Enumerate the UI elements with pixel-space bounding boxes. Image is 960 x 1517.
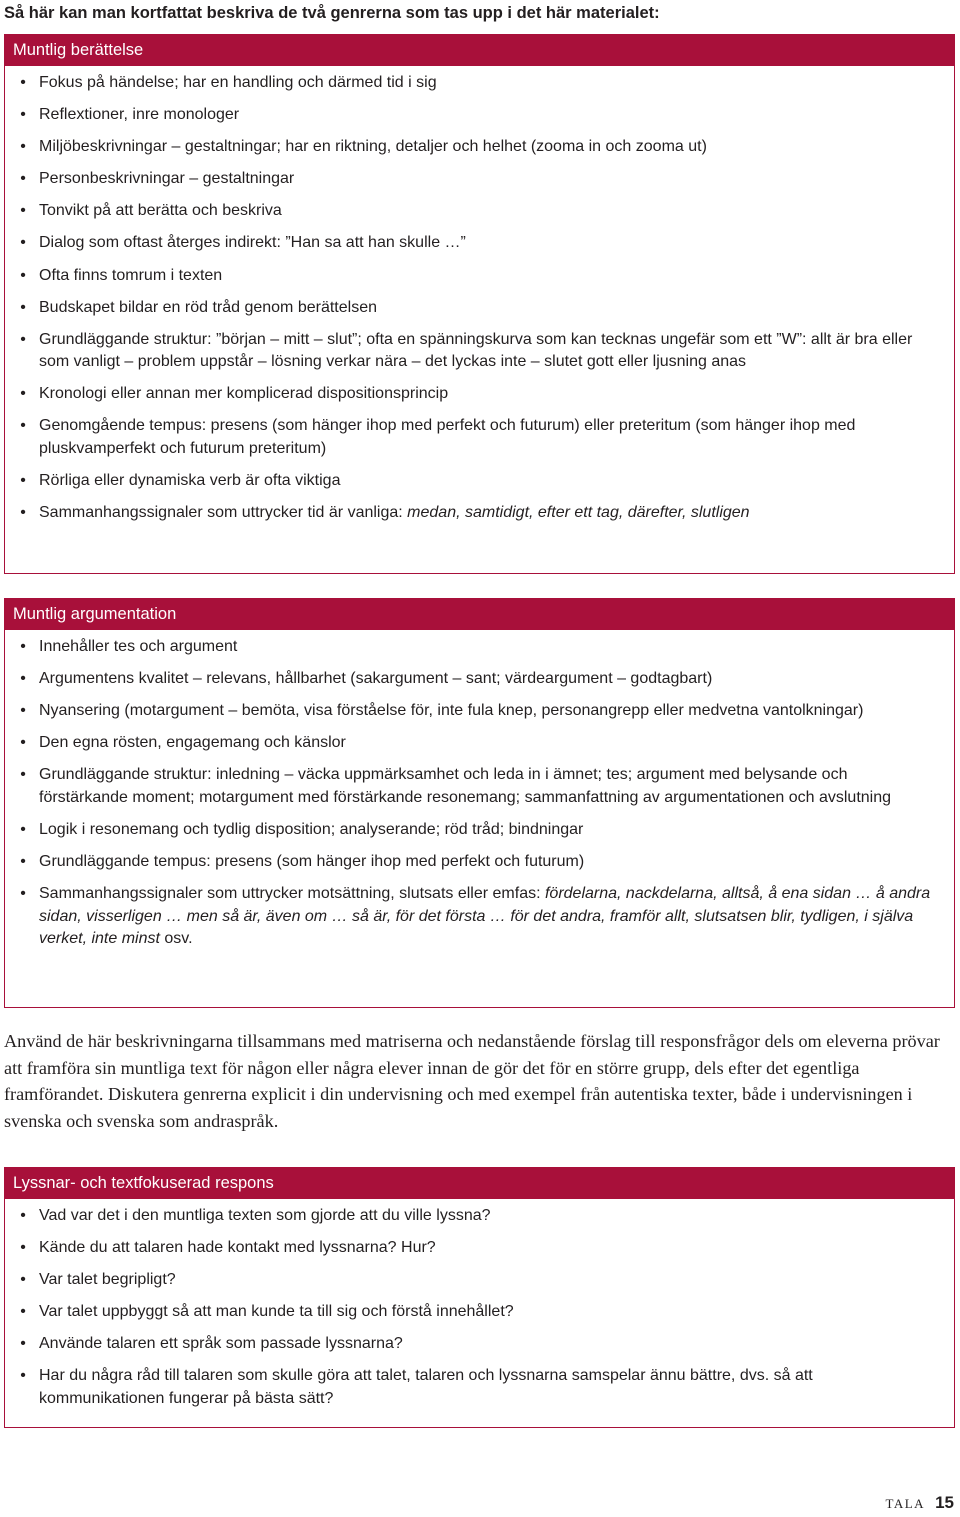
bullet-list bbox=[5, 630, 954, 951]
bullet-icon: • bbox=[20, 170, 26, 188]
section-box-muntlig-berattelse bbox=[4, 34, 955, 574]
list-item-text: Innehåller tes och argument bbox=[39, 638, 238, 655]
list-item-text: Sammanhangssignaler som uttrycker tid är vanliga: bbox=[39, 504, 408, 522]
list-item-text: Reflextioner, inre monologer bbox=[39, 106, 240, 124]
list-item bbox=[20, 1365, 938, 1410]
list-item-text: Kände du att talaren hade kontakt med lyssnarna? Hur? bbox=[39, 1239, 436, 1257]
section-box-respons bbox=[4, 1167, 955, 1428]
list-item bbox=[20, 297, 938, 320]
list-item-text: Var talet uppbyggt så att man kunde ta till sig och förstå innehållet? bbox=[39, 1303, 514, 1321]
list-item bbox=[20, 470, 938, 493]
bullet-icon: • bbox=[20, 766, 26, 784]
list-item-italic-text: medan, samtidigt, efter ett tag, därefter, slutligen bbox=[407, 504, 750, 522]
bullet-icon: • bbox=[20, 702, 26, 720]
bullet-icon: • bbox=[20, 1271, 26, 1289]
bullet-icon: • bbox=[20, 638, 26, 655]
list-item bbox=[20, 502, 938, 525]
list-item-text: Nyansering (motargument – bemöta, visa förståelse för, inte fula knep, personangrepp eller medvetna vantolkningar) bbox=[39, 702, 864, 720]
bullet-icon: • bbox=[20, 106, 26, 124]
list-item bbox=[20, 383, 938, 406]
list-item-text: Fokus på händelse; har en handling och därmed tid i sig bbox=[39, 74, 437, 91]
list-item bbox=[20, 265, 938, 288]
footer-label: TALA bbox=[885, 1496, 926, 1511]
list-item bbox=[20, 764, 938, 809]
list-item bbox=[20, 72, 938, 95]
list-item bbox=[20, 700, 938, 723]
list-item bbox=[20, 819, 938, 842]
list-item-text: Grundläggande tempus: presens (som hänger ihop med perfekt och futurum) bbox=[39, 853, 585, 871]
bullet-icon: • bbox=[20, 670, 26, 688]
list-item bbox=[20, 168, 938, 191]
list-item bbox=[20, 851, 938, 874]
bullet-icon: • bbox=[20, 885, 26, 903]
bullet-icon: • bbox=[20, 1335, 26, 1353]
section-title: Lyssnar- och textfokuserad respons bbox=[5, 1168, 954, 1199]
bullet-icon: • bbox=[20, 330, 26, 348]
list-item bbox=[20, 668, 938, 691]
bullet-list bbox=[5, 66, 954, 525]
bullet-icon: • bbox=[20, 417, 26, 435]
section-title: Muntlig berättelse bbox=[5, 35, 954, 66]
list-item-text: Dialog som oftast återges indirekt: ”Han sa att han skulle …” bbox=[39, 234, 466, 252]
bullet-icon: • bbox=[20, 472, 26, 490]
list-item bbox=[20, 200, 938, 223]
list-item-text: Grundläggande struktur: ”början – mitt – slut”; ofta en spänningskurva som kan tecknas ungefär som ett ”W”: allt är bra eller som vanligt – problem uppstår – lösning verkar nära – det lyckas inte – slutet gott eller ljusning anas bbox=[39, 330, 913, 371]
page-footer bbox=[885, 1493, 954, 1513]
list-item bbox=[20, 1301, 938, 1324]
list-item-text: Grundläggande struktur: inledning – väcka uppmärksamhet och leda in i ämnet; tes; argument med belysande och förstärkande moment; motargument med förstärkande resonemang; sammanfattning av argumentationen och avslutning bbox=[39, 766, 892, 806]
list-item-italic-text: fördelarna, nackdelarna, alltså, å ena sidan … å andra sidan, visserligen … men så är, även om … så är, för det första … för det andra, framför allt, slutsatsen blir, tydligen, i själva verket, inte minst bbox=[39, 885, 931, 948]
bullet-icon: • bbox=[20, 202, 26, 220]
list-item-text: Logik i resonemang och tydlig disposition; analyserande; röd tråd; bindningar bbox=[39, 820, 584, 838]
list-item bbox=[20, 1333, 938, 1356]
list-item-text: Var talet begripligt? bbox=[39, 1271, 176, 1289]
bullet-icon: • bbox=[20, 298, 26, 316]
bullet-icon: • bbox=[20, 266, 26, 284]
list-item-text: Vad var det i den muntliga texten som gjorde att du ville lyssna? bbox=[39, 1207, 491, 1224]
list-item-text: Rörliga eller dynamiska verb är ofta viktiga bbox=[39, 472, 341, 490]
list-item bbox=[20, 1269, 938, 1292]
bullet-icon: • bbox=[20, 734, 26, 752]
list-item-text: Använde talaren ett språk som passade lyssnarna? bbox=[39, 1335, 403, 1353]
page-number: 15 bbox=[935, 1493, 954, 1512]
list-item-text: Sammanhangssignaler som uttrycker motsättning, slutsats eller emfas: bbox=[39, 885, 545, 903]
list-item-text: Har du några råd till talaren som skulle göra att talet, talaren och lyssnarna samspelar ännu bättre, dvs. så att kommunikationen fungerar på bästa sätt? bbox=[39, 1367, 813, 1407]
page-heading: Så här kan man kortfattat beskriva de två genrerna som tas upp i det här materialet: bbox=[4, 4, 660, 22]
section-title: Muntlig argumentation bbox=[5, 599, 954, 630]
list-item bbox=[20, 1205, 938, 1228]
bullet-icon: • bbox=[20, 234, 26, 252]
bullet-icon: • bbox=[20, 385, 26, 403]
list-item bbox=[20, 104, 938, 127]
list-item bbox=[20, 883, 938, 951]
bullet-icon: • bbox=[20, 853, 26, 871]
list-item-text: Genomgående tempus: presens (som hänger ihop med perfekt och futurum) eller preteritum (som hänger ihop med pluskvamperfekt och futurum preteritum) bbox=[39, 417, 856, 457]
list-item-text: Miljöbeskrivningar – gestaltningar; har en riktning, detaljer och helhet (zooma in och zooma ut) bbox=[39, 138, 707, 156]
list-item-text: Personbeskrivningar – gestaltningar bbox=[39, 170, 295, 188]
list-item bbox=[20, 136, 938, 159]
list-item bbox=[20, 329, 938, 374]
bullet-list bbox=[5, 1199, 954, 1410]
list-item-text: Budskapet bildar en röd tråd genom berättelsen bbox=[39, 298, 377, 316]
list-item-text: Tonvikt på att berätta och beskriva bbox=[39, 202, 282, 220]
list-item-text: Den egna rösten, engagemang och känslor bbox=[39, 734, 346, 752]
list-item bbox=[20, 732, 938, 755]
bullet-icon: • bbox=[20, 74, 26, 91]
bullet-icon: • bbox=[20, 1367, 26, 1385]
list-item-text: Argumentens kvalitet – relevans, hållbarhet (sakargument – sant; värdeargument – godtagbart) bbox=[39, 670, 713, 688]
bullet-icon: • bbox=[20, 1239, 26, 1257]
list-item bbox=[20, 636, 938, 659]
body-paragraph: Använd de här beskrivningarna tillsammans med matriserna och nedanstående förslag till responsfrågor dels om eleverna prövar att framföra sin muntliga text för någon eller några elever innan de gör det för en större grupp, dels efter det egentliga framförandet. Diskutera genrerna explicit i din undervisning och med exempel från autentiska texter, både i undervisningen i svenska och svenska som andraspråk. bbox=[4, 1031, 940, 1131]
bullet-icon: • bbox=[20, 820, 26, 838]
list-item-text: Ofta finns tomrum i texten bbox=[39, 266, 223, 284]
bullet-icon: • bbox=[20, 138, 26, 156]
list-item-trailing-text: osv. bbox=[159, 930, 193, 948]
bullet-icon: • bbox=[20, 1207, 26, 1224]
list-item-text: Kronologi eller annan mer komplicerad dispositionsprincip bbox=[39, 385, 449, 403]
list-item bbox=[20, 1237, 938, 1260]
bullet-icon: • bbox=[20, 1303, 26, 1321]
list-item bbox=[20, 232, 938, 255]
list-item bbox=[20, 415, 938, 460]
bullet-icon: • bbox=[20, 504, 26, 522]
section-box-muntlig-argumentation bbox=[4, 598, 955, 1008]
